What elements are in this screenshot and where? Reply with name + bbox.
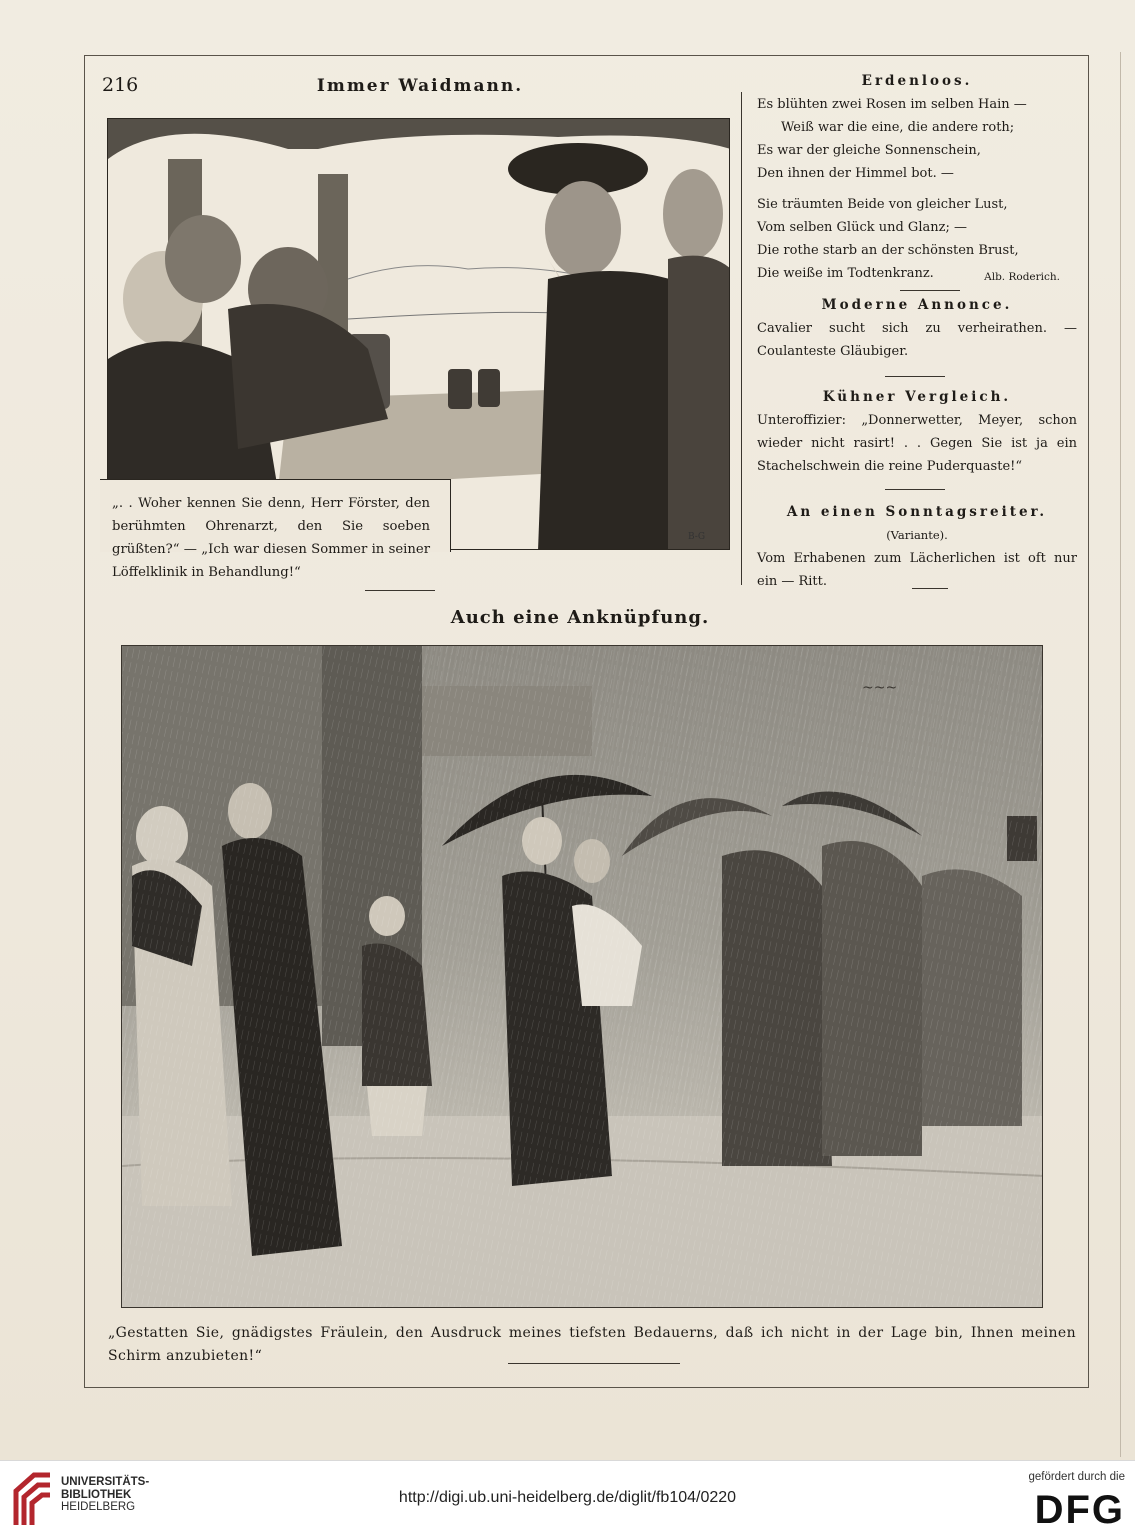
annonce-title: Moderne Annonce. bbox=[821, 297, 1013, 313]
sonntagsreiter-title: An einen Sonntagsreiter. bbox=[786, 504, 1048, 520]
scan-edge bbox=[1120, 52, 1121, 1457]
poem-line: Es blühten zwei Rosen im selben Hain — bbox=[757, 97, 1027, 112]
section-title-auch-eine-anknuepfung: Auch eine Anknüpfung. bbox=[450, 607, 710, 628]
rain-engraving bbox=[122, 646, 1043, 1308]
annonce-text: Cavalier sucht sich zu verheirathen. — Coulanteste Gläubiger. bbox=[757, 321, 1077, 359]
annonce-rule bbox=[885, 376, 945, 377]
poem-line: Die rothe starb an der schönsten Brust, bbox=[757, 243, 1019, 258]
caption2-rule bbox=[508, 1363, 680, 1364]
moderne-annonce bbox=[757, 294, 1077, 363]
sonntagsreiter-subtitle: (Variante). bbox=[886, 528, 948, 542]
section-title-immer-waidmann: Immer Waidmann. bbox=[316, 76, 524, 96]
poem-erdenloos bbox=[757, 70, 1077, 285]
poem-author: Alb. Roderich. bbox=[984, 271, 1060, 283]
poem-line: Sie träumten Beide von gleicher Lust, bbox=[757, 197, 1008, 212]
sonntagsreiter-text: Vom Erhabenen zum Lächerlichen ist oft nur ein — Ritt. bbox=[757, 551, 1077, 589]
column-divider bbox=[741, 92, 742, 585]
vergleich-rule bbox=[885, 489, 945, 490]
poem-line: Den ihnen der Himmel bot. — bbox=[757, 166, 954, 181]
poem-title: Erdenloos. bbox=[861, 73, 973, 89]
poem-line: Die weiße im Todtenkranz. bbox=[757, 266, 934, 281]
caption1-rule bbox=[365, 590, 435, 591]
vergleich-text: Unteroffizier: „Donnerwetter, Meyer, schon wieder nicht rasirt! . . Gegen Sie ist ja ein Stachelschwein die reine Puderquaste!“ bbox=[757, 413, 1077, 474]
page-number: 216 bbox=[102, 74, 139, 96]
caption-gestatten-sie: „Gestatten Sie, gnädigstes Fräulein, den Ausdruck meines tiefsten Bedauerns, daß ich nicht in der Lage bin, Ihnen meinen Schirm anzubieten!“ bbox=[108, 1325, 1076, 1364]
permalink-url[interactable]: http://digi.ub.uni-heidelberg.de/diglit/fb104/0220 bbox=[398, 1489, 737, 1506]
dfg-logo[interactable]: DFG bbox=[1034, 1488, 1125, 1532]
signature-b-g: B-G bbox=[688, 532, 706, 542]
kuehner-vergleich bbox=[757, 386, 1077, 478]
library-line-2: BIBLIOTHEK bbox=[61, 1488, 132, 1501]
sonntagsreiter bbox=[757, 501, 1077, 593]
illustration-rain-street bbox=[121, 645, 1043, 1308]
poem-line: Vom selben Glück und Glanz; — bbox=[757, 220, 967, 235]
poem-line: Weiß war die eine, die andere roth; bbox=[781, 120, 1015, 135]
sponsor-label: gefördert durch die bbox=[1028, 1471, 1125, 1483]
poem-line: Es war der gleiche Sonnenschein, bbox=[757, 143, 981, 158]
vergleich-title: Kühner Vergleich. bbox=[822, 389, 1012, 405]
sonntagsreiter-rule bbox=[912, 588, 948, 589]
poem-rule bbox=[900, 290, 960, 291]
signature-rain-illustration: ~~~ bbox=[862, 680, 898, 696]
library-line-3: HEIDELBERG bbox=[61, 1501, 136, 1513]
library-line-1: UNIVERSITÄTS- bbox=[61, 1476, 150, 1488]
caption-woher-kennen: „. . Woher kennen Sie denn, Herr Förster, den berühmten Ohrenarzt, den Sie soeben grüßten?“ — „Ich war diesen Sommer in seiner Löffelklinik in Behandlung!“ bbox=[112, 496, 430, 580]
